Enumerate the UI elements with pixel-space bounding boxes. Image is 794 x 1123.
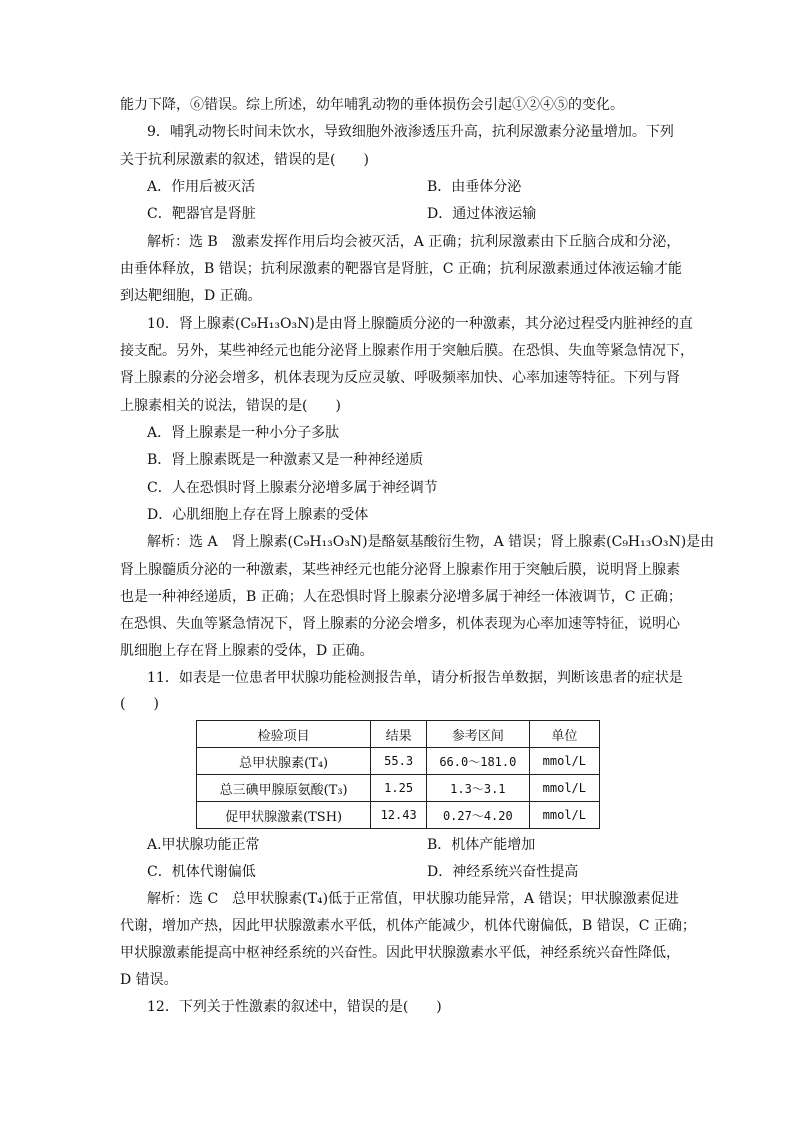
question-9-stem: 9．哺乳动物长时间未饮水，导致细胞外液渗透压升高，抗利尿激素分泌量增加。下列 bbox=[147, 124, 674, 140]
question-10-stem: 接支配。另外，某些神经元也能分泌肾上腺素作用于突触后膜。在恐惧、失血等紧急情况下， bbox=[120, 343, 694, 359]
q9-analysis-line: 由垂体释放，B 错误；抗利尿激素的靶器官是肾脏，C 正确；抗利尿激素通过体液运输才能 bbox=[120, 261, 682, 277]
table-cell: 0.27～4.20 bbox=[427, 802, 530, 829]
table-cell: 66.0～181.0 bbox=[427, 748, 530, 775]
q11-analysis-line: 解析：选 C 总甲状腺素(T₄)低于正常值，甲状腺功能异常，A 错误；甲状腺激素促进 bbox=[147, 891, 679, 907]
q10-analysis-line: 肌细胞上存在肾上腺素的受体，D 正确。 bbox=[120, 643, 374, 659]
table-cell: mmol/L bbox=[529, 802, 599, 829]
q9-option-d: D．通过体液运输 bbox=[427, 206, 537, 222]
table-cell: 1.25 bbox=[371, 775, 427, 802]
q9-option-a: A．作用后被灭活 bbox=[147, 179, 256, 195]
table-cell: 总三碘甲腺原氨酸(T₃) bbox=[197, 775, 371, 802]
q10-option-b: B．肾上腺素既是一种激素又是一种神经递质 bbox=[147, 452, 424, 468]
table-cell: 总甲状腺素(T₄) bbox=[197, 748, 371, 775]
q9-option-c: C．靶器官是肾脏 bbox=[147, 206, 256, 222]
q11-option-c: C．机体代谢偏低 bbox=[147, 864, 256, 880]
q11-analysis-line: 代谢，增加产热，因此甲状腺激素水平低，机体产能减少，机体代谢偏低，B 错误，C 正确； bbox=[120, 918, 696, 934]
table-cell: 55.3 bbox=[371, 748, 427, 775]
q10-analysis-line: 解析：选 A 肾上腺素(C₉H₁₃O₃N)是酪氨基酸衍生物，A 错误；肾上腺素(C₉H₁₃O₃N)是由 bbox=[147, 534, 715, 550]
table-row bbox=[197, 775, 600, 802]
question-10-stem: 上腺素相关的说法，错误的是( ) bbox=[120, 398, 341, 414]
table-cell: mmol/L bbox=[529, 748, 599, 775]
q9-option-b: B．由垂体分泌 bbox=[427, 179, 522, 195]
table-cell: mmol/L bbox=[529, 775, 599, 802]
table-row bbox=[197, 748, 600, 775]
q10-analysis-line: 在恐惧、失血等紧急情况下，肾上腺素的分泌会增多，机体表现为心率加速等特征，说明心 bbox=[120, 616, 680, 632]
question-10-stem: 10．肾上腺素(C₉H₁₃O₃N)是由肾上腺髓质分泌的一种激素，其分泌过程受内脏神经的直 bbox=[147, 316, 693, 332]
table-header-cell: 结果 bbox=[371, 721, 427, 748]
table-row bbox=[197, 802, 600, 829]
q11-option-a: A.甲状腺功能正常 bbox=[147, 837, 260, 853]
table-header-row bbox=[197, 721, 600, 748]
thyroid-report-table bbox=[196, 720, 600, 829]
table-header-cell: 参考区间 bbox=[427, 721, 530, 748]
table-header-cell: 检验项目 bbox=[197, 721, 371, 748]
q10-option-c: C．人在恐惧时肾上腺素分泌增多属于神经调节 bbox=[147, 480, 438, 496]
table-header-cell: 单位 bbox=[529, 721, 599, 748]
q10-option-d: D．心肌细胞上存在肾上腺素的受体 bbox=[147, 507, 369, 523]
q10-analysis-line: 也是一种神经递质，B 正确；人在恐惧时肾上腺素分泌增多属于神经一体液调节，C 正确； bbox=[120, 589, 682, 605]
q11-analysis-line: D 错误。 bbox=[120, 972, 178, 988]
question-9-stem-cont: 关于抗利尿激素的叙述，错误的是( ) bbox=[120, 152, 369, 168]
q9-analysis-line: 解析：选 B 激素发挥作用后均会被灭活，A 正确；抗利尿激素由下丘脑合成和分泌， bbox=[147, 234, 681, 250]
question-11-stem: ( ) bbox=[120, 696, 159, 712]
q11-analysis-line: 甲状腺激素能提高中枢神经系统的兴奋性。因此甲状腺激素水平低，神经系统兴奋性降低， bbox=[120, 945, 680, 961]
q10-option-a: A．肾上腺素是一种小分子多肽 bbox=[147, 425, 340, 441]
question-12-stem: 12．下列关于性激素的叙述中，错误的是( ) bbox=[147, 999, 442, 1015]
question-11-stem: 11．如表是一位患者甲状腺功能检测报告单，请分析报告单数据，判断该患者的症状是 bbox=[147, 670, 683, 686]
question-10-stem: 肾上腺素的分泌会增多，机体表现为反应灵敏、呼吸频率加快、心率加速等特征。下列与肾 bbox=[120, 370, 680, 386]
table-cell: 1.3～3.1 bbox=[427, 775, 530, 802]
paragraph-line: 能力下降，⑥错误。综上所述，幼年哺乳动物的垂体损伤会引起①②④⑤的变化。 bbox=[120, 97, 624, 113]
table-cell: 促甲状腺激素(TSH) bbox=[197, 802, 371, 829]
q11-option-b: B．机体产能增加 bbox=[427, 837, 536, 853]
q11-option-d: D．神经系统兴奋性提高 bbox=[427, 864, 579, 880]
table-cell: 12.43 bbox=[371, 802, 427, 829]
q10-analysis-line: 肾上腺髓质分泌的一种激素，某些神经元也能分泌肾上腺素作用于突触后膜，说明肾上腺素 bbox=[120, 562, 680, 578]
q9-analysis-line: 到达靶细胞，D 正确。 bbox=[120, 288, 262, 304]
